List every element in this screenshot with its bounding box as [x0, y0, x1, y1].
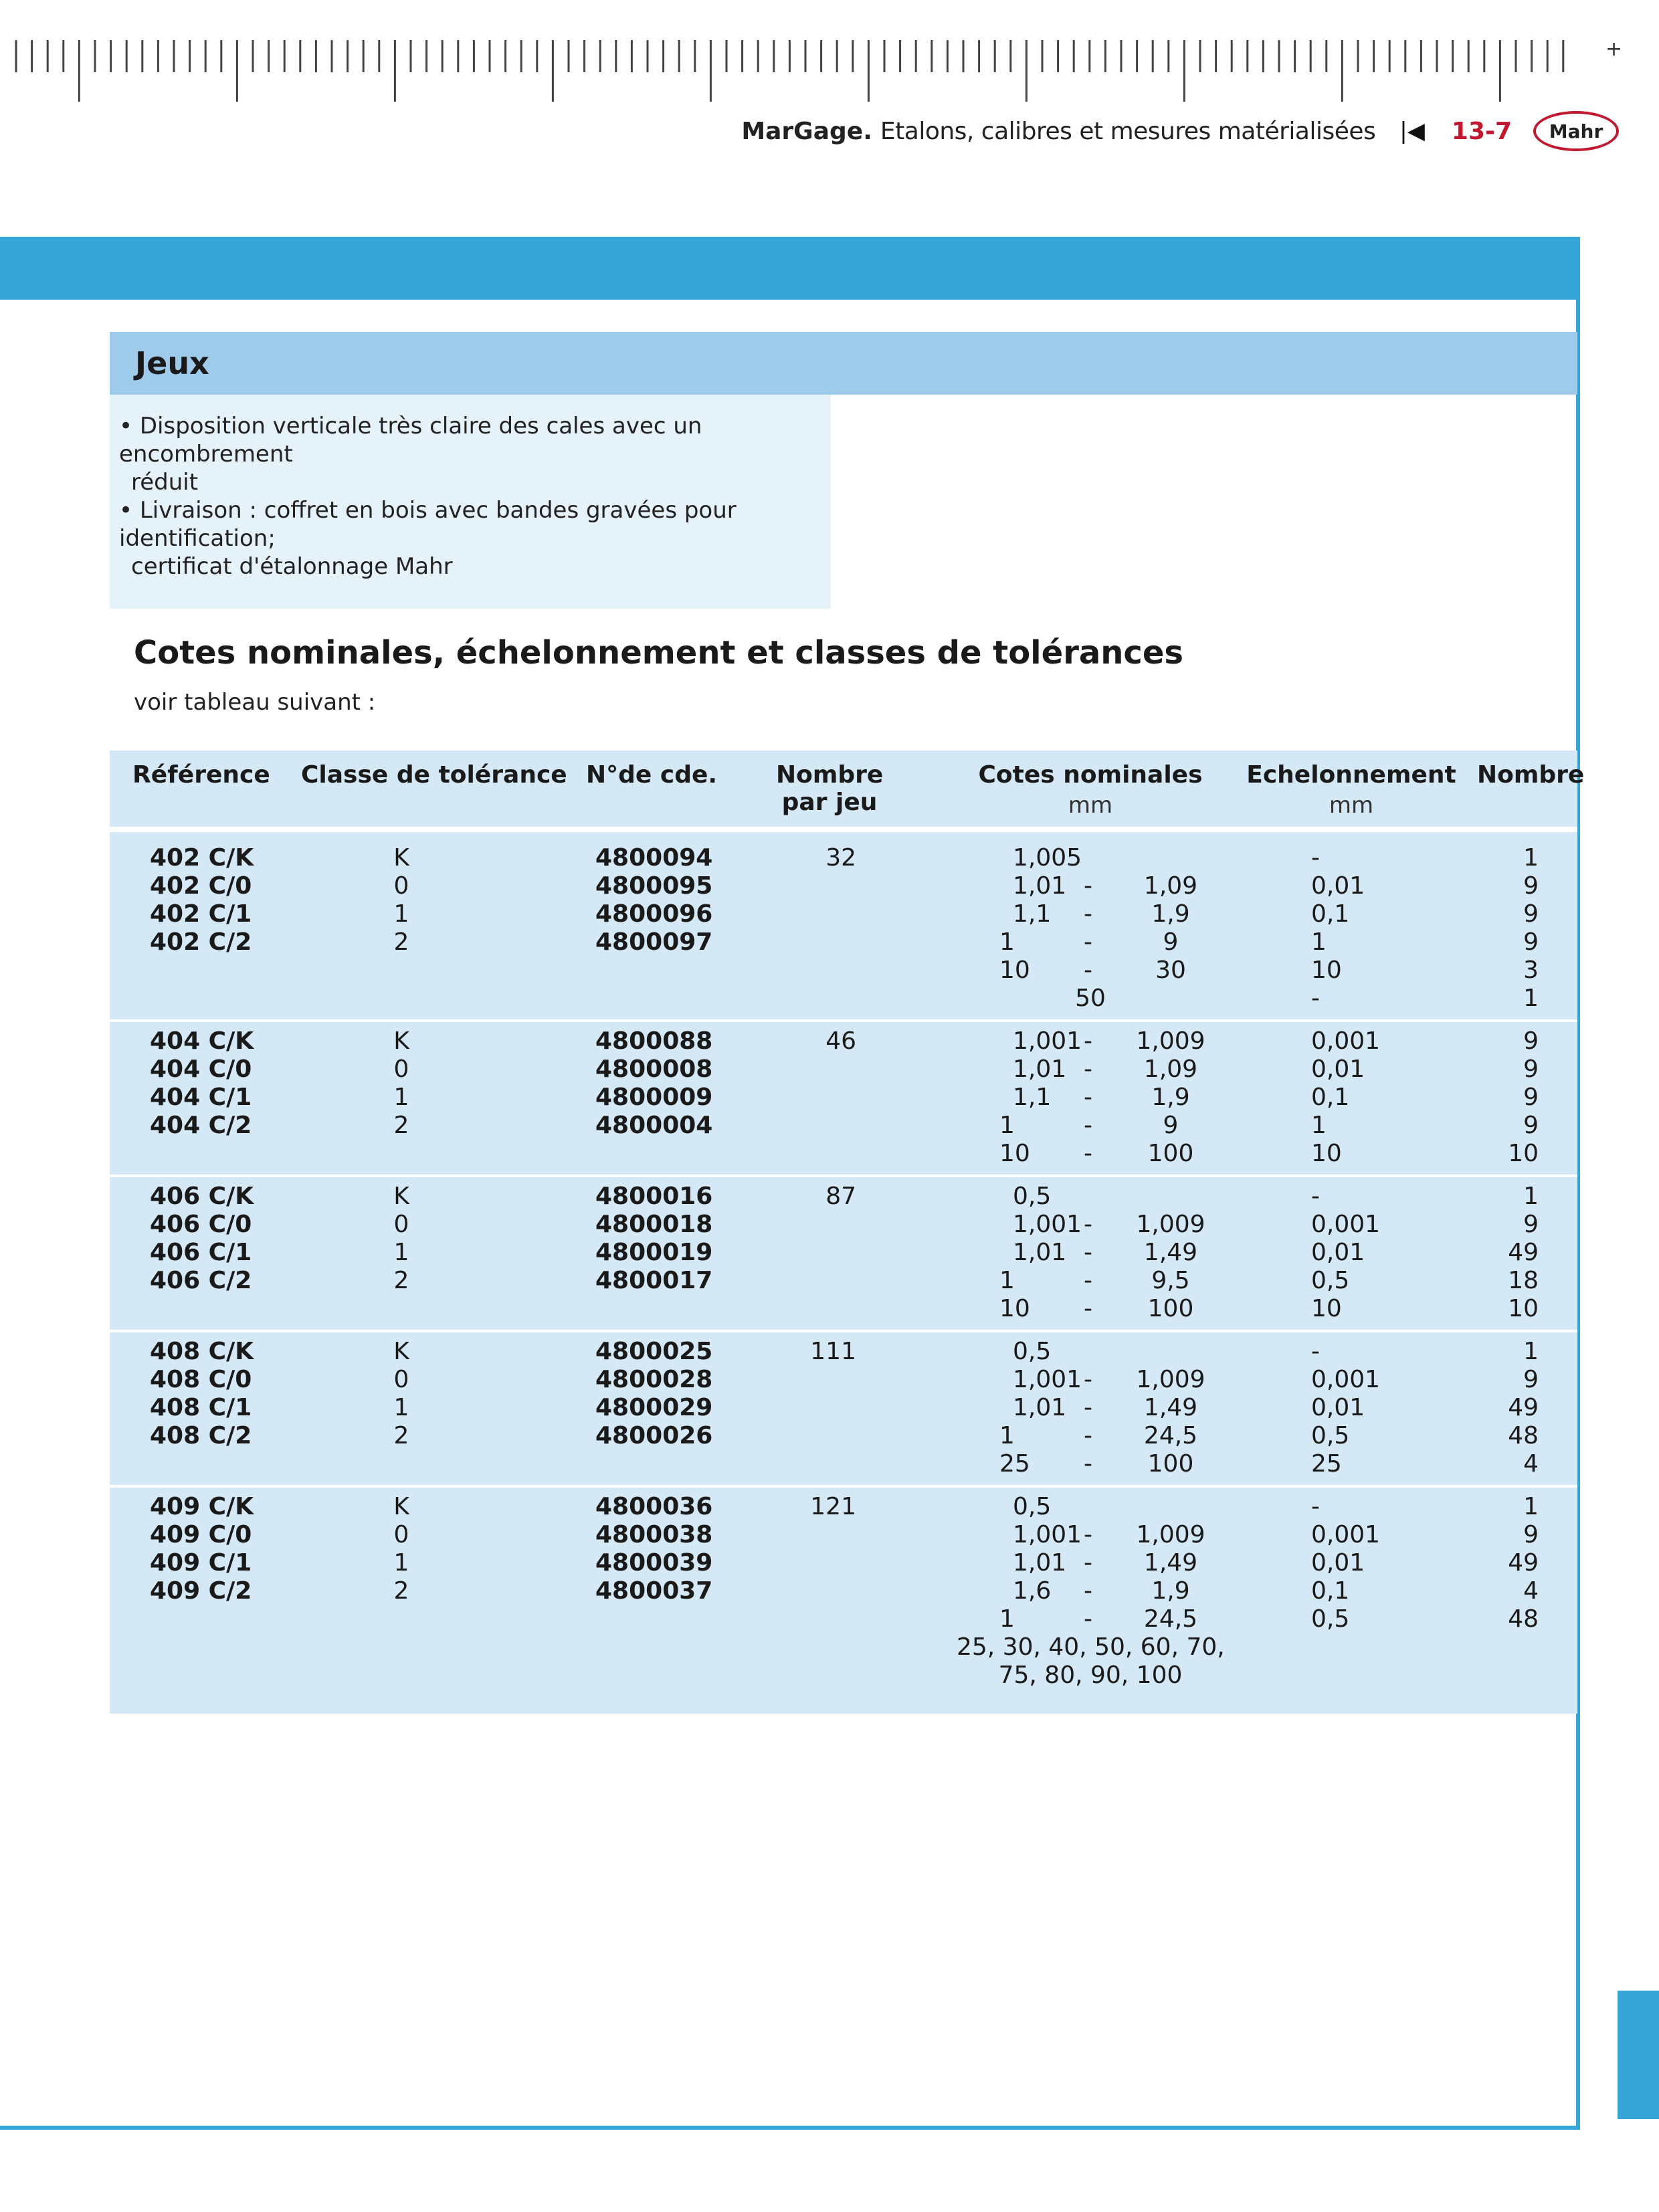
nominal-from-cell: 0,5 — [1013, 1493, 1052, 1520]
nominal-from-cell: 10 — [999, 1140, 1030, 1167]
order-number-cell: 4800016 — [595, 1183, 713, 1210]
reference-cell: 402 C/1 — [150, 900, 252, 928]
nominal-from-cell: 1,01 — [1013, 1549, 1067, 1577]
step-cell: 1 — [1311, 928, 1327, 956]
range-dash: - — [1084, 1521, 1092, 1548]
pieces-count-cell: 9 — [1523, 900, 1539, 928]
reference-cell: 402 C/2 — [150, 928, 252, 956]
chapter-side-tab — [1618, 1991, 1659, 2119]
classe-cell: K — [393, 1338, 409, 1365]
reference-cell: 406 C/0 — [150, 1211, 252, 1238]
step-cell: 0,5 — [1311, 1605, 1350, 1633]
pieces-count-cell: 9 — [1523, 1366, 1539, 1393]
reference-cell: 404 C/1 — [150, 1084, 252, 1111]
page-number: 13-7 — [1451, 117, 1512, 145]
pieces-count-cell: 9 — [1523, 1055, 1539, 1083]
step-cell: 0,001 — [1311, 1211, 1381, 1238]
ruler-decoration — [0, 0, 1579, 107]
classe-cell: 0 — [393, 1211, 409, 1238]
pieces-count-cell: 4 — [1523, 1450, 1539, 1478]
nominal-from-cell: 1 — [999, 928, 1015, 956]
group-separator — [110, 1175, 1577, 1177]
nominal-to-cell: 30 — [1155, 957, 1186, 984]
order-number-cell: 4800025 — [595, 1338, 713, 1365]
nominal-from-cell: 1 — [999, 1422, 1015, 1449]
nominal-from-cell: 1,001 — [1013, 1211, 1082, 1238]
order-number-cell: 4800096 — [595, 900, 713, 928]
pieces-count-cell: 9 — [1523, 1211, 1539, 1238]
nominal-from-cell: 1,001 — [1013, 1027, 1082, 1055]
count-per-set-cell: 32 — [825, 844, 856, 872]
nominal-from-cell: 1,1 — [1013, 900, 1052, 928]
step-cell: 25 — [1311, 1450, 1342, 1478]
order-number-cell: 4800008 — [595, 1055, 713, 1083]
step-cell: 0,01 — [1311, 1055, 1365, 1083]
step-cell: 10 — [1311, 1295, 1342, 1322]
step-cell: 10 — [1311, 1140, 1342, 1167]
nominal-to-cell: 1,49 — [1143, 1394, 1198, 1421]
classe-cell: 2 — [393, 1422, 409, 1449]
frame-bottom-border — [0, 2126, 1580, 2130]
nominal-to-cell: 1,009 — [1136, 1521, 1205, 1548]
nominal-from-cell: 1,01 — [1013, 1394, 1067, 1421]
classe-cell: 2 — [393, 1577, 409, 1605]
nominal-from-cell: 1,01 — [1013, 1239, 1067, 1266]
reference-cell: 408 C/0 — [150, 1366, 252, 1393]
nominal-from-cell: 1,01 — [1013, 872, 1067, 900]
reference-cell: 404 C/2 — [150, 1112, 252, 1139]
jeux-title: Jeux — [135, 345, 209, 381]
pieces-count-cell: 1 — [1523, 985, 1539, 1012]
col-header-classe: Classe de tolérance — [301, 761, 567, 789]
step-cell: - — [1311, 1493, 1320, 1520]
range-dash: - — [1084, 1055, 1092, 1083]
nominal-to-cell: 100 — [1147, 1450, 1194, 1478]
classe-cell: K — [393, 1183, 409, 1210]
pieces-count-cell: 1 — [1523, 1183, 1539, 1210]
nominal-extra-cell: 50 — [1075, 985, 1106, 1012]
reference-cell: 402 C/0 — [150, 872, 252, 900]
col-header-cotes: Cotes nominales — [978, 761, 1203, 789]
header-subtitle: Etalons, calibres et mesures matérialisées — [880, 117, 1376, 145]
col-header-ncde: N°de cde. — [586, 761, 718, 789]
reference-cell: 402 C/K — [150, 844, 254, 872]
nominal-from-cell: 1 — [999, 1112, 1015, 1139]
col-unit-echelonnement: mm — [1329, 792, 1374, 819]
nominal-to-cell: 1,49 — [1143, 1549, 1198, 1577]
pieces-count-cell: 48 — [1508, 1422, 1539, 1449]
nominal-to-cell: 100 — [1147, 1140, 1194, 1167]
step-cell: 0,5 — [1311, 1267, 1350, 1294]
pieces-count-cell: 18 — [1508, 1267, 1539, 1294]
pieces-count-cell: 49 — [1508, 1239, 1539, 1266]
pieces-count-cell: 4 — [1523, 1577, 1539, 1605]
pieces-count-cell: 9 — [1523, 928, 1539, 956]
order-number-cell: 4800037 — [595, 1577, 713, 1605]
order-number-cell: 4800039 — [595, 1549, 713, 1577]
nominal-from-cell: 1 — [999, 1267, 1015, 1294]
pieces-count-cell: 9 — [1523, 872, 1539, 900]
reference-cell: 409 C/K — [150, 1493, 254, 1520]
reference-cell: 406 C/1 — [150, 1239, 252, 1266]
order-number-cell: 4800019 — [595, 1239, 713, 1266]
order-number-cell: 4800017 — [595, 1267, 713, 1294]
order-number-cell: 4800088 — [595, 1027, 713, 1055]
pieces-count-cell: 1 — [1523, 844, 1539, 872]
pieces-count-cell: 9 — [1523, 1027, 1539, 1055]
step-cell: 0,01 — [1311, 1549, 1365, 1577]
reference-cell: 404 C/K — [150, 1027, 254, 1055]
step-cell: 0,001 — [1311, 1366, 1381, 1393]
top-color-bar — [0, 237, 1580, 300]
order-number-cell: 4800097 — [595, 928, 713, 956]
order-number-cell: 4800009 — [595, 1084, 713, 1111]
order-number-cell: 4800026 — [595, 1422, 713, 1449]
range-dash: - — [1084, 1112, 1092, 1139]
step-cell: 0,1 — [1311, 900, 1350, 928]
nominal-to-cell: 24,5 — [1143, 1422, 1198, 1449]
range-dash: - — [1084, 1084, 1092, 1111]
section-subtitle: voir tableau suivant : — [134, 689, 376, 716]
reference-cell: 406 C/K — [150, 1183, 254, 1210]
range-dash: - — [1084, 1366, 1092, 1393]
classe-cell: 2 — [393, 928, 409, 956]
crop-mark: + — [1605, 37, 1623, 61]
range-dash: - — [1084, 1394, 1092, 1421]
nominal-from-cell: 0,5 — [1013, 1183, 1052, 1210]
count-per-set-cell: 46 — [825, 1027, 856, 1055]
group-separator — [110, 1485, 1577, 1488]
step-cell: 10 — [1311, 957, 1342, 984]
pieces-count-cell: 10 — [1508, 1295, 1539, 1322]
order-number-cell: 4800095 — [595, 872, 713, 900]
range-dash: - — [1084, 1211, 1092, 1238]
nominal-to-cell: 1,49 — [1143, 1239, 1198, 1266]
nominal-to-cell: 9 — [1163, 1112, 1179, 1139]
range-dash: - — [1084, 928, 1092, 956]
step-cell: 1 — [1311, 1112, 1327, 1139]
nominal-to-cell: 1,009 — [1136, 1027, 1205, 1055]
nominal-from-cell: 1,001 — [1013, 1521, 1082, 1548]
classe-cell: 1 — [393, 1394, 409, 1421]
pieces-count-cell: 9 — [1523, 1112, 1539, 1139]
nominal-to-cell: 1,9 — [1151, 1084, 1190, 1111]
classe-cell: 0 — [393, 1055, 409, 1083]
step-cell: - — [1311, 1183, 1320, 1210]
classe-cell: 0 — [393, 872, 409, 900]
pieces-count-cell: 3 — [1523, 957, 1539, 984]
range-dash: - — [1084, 900, 1092, 928]
mahr-logo: Mahr — [1533, 111, 1619, 151]
step-cell: 0,1 — [1311, 1577, 1350, 1605]
nominal-from-cell: 10 — [999, 1295, 1030, 1322]
nominal-extra-cell: 75, 80, 90, 100 — [998, 1662, 1183, 1689]
classe-cell: 1 — [393, 900, 409, 928]
pieces-count-cell: 9 — [1523, 1084, 1539, 1111]
nominal-to-cell: 1,09 — [1143, 872, 1198, 900]
nominal-to-cell: 1,009 — [1136, 1211, 1205, 1238]
step-cell: 0,001 — [1311, 1027, 1381, 1055]
step-cell: - — [1311, 844, 1320, 872]
classe-cell: 2 — [393, 1267, 409, 1294]
nominal-from-cell: 1 — [999, 1605, 1015, 1633]
order-number-cell: 4800028 — [595, 1366, 713, 1393]
nominal-from-cell: 1,001 — [1013, 1366, 1082, 1393]
range-dash: - — [1084, 872, 1092, 900]
jeux-heading-bar — [110, 332, 1577, 395]
reference-cell: 408 C/2 — [150, 1422, 252, 1449]
classe-cell: 1 — [393, 1084, 409, 1111]
classe-cell: 2 — [393, 1112, 409, 1139]
classe-cell: K — [393, 1027, 409, 1055]
step-cell: 0,1 — [1311, 1084, 1350, 1111]
nominal-from-cell: 10 — [999, 957, 1030, 984]
pieces-count-cell: 48 — [1508, 1605, 1539, 1633]
count-per-set-cell: 111 — [810, 1338, 856, 1365]
reference-cell: 409 C/1 — [150, 1549, 252, 1577]
nominal-extra-cell: 25, 30, 40, 50, 60, 70, — [957, 1633, 1225, 1661]
classe-cell: 0 — [393, 1366, 409, 1393]
classe-cell: K — [393, 844, 409, 872]
group-separator — [110, 1330, 1577, 1332]
bullet-item: • Disposition verticale très claire des cales avec un encombrement réduit — [119, 413, 702, 496]
pieces-count-cell: 10 — [1508, 1140, 1539, 1167]
reference-cell: 409 C/2 — [150, 1577, 252, 1605]
range-dash: - — [1084, 1140, 1092, 1167]
order-number-cell: 4800018 — [595, 1211, 713, 1238]
reference-cell: 406 C/2 — [150, 1267, 252, 1294]
step-cell: 0,01 — [1311, 1394, 1365, 1421]
range-dash: - — [1084, 1577, 1092, 1605]
range-dash: - — [1084, 1422, 1092, 1449]
nominal-to-cell: 9,5 — [1151, 1267, 1190, 1294]
range-dash: - — [1084, 1605, 1092, 1633]
order-number-cell: 4800094 — [595, 844, 713, 872]
nominal-from-cell: 1,6 — [1013, 1577, 1052, 1605]
step-cell: 0,5 — [1311, 1422, 1350, 1449]
group-separator — [110, 1019, 1577, 1022]
range-dash: - — [1084, 1239, 1092, 1266]
col-header-reference: Référence — [132, 761, 270, 789]
jeux-bullet-box — [110, 395, 831, 609]
nominal-to-cell: 1,9 — [1151, 900, 1190, 928]
order-number-cell: 4800029 — [595, 1394, 713, 1421]
nominal-from-cell: 1,005 — [1013, 844, 1082, 872]
col-unit-cotes: mm — [1068, 792, 1113, 819]
classe-cell: 1 — [393, 1549, 409, 1577]
arrow-left-icon: |◀ — [1399, 118, 1425, 144]
nominal-from-cell: 1,01 — [1013, 1055, 1067, 1083]
section-title: Cotes nominales, échelonnement et classes de tolérances — [134, 634, 1183, 672]
range-dash: - — [1084, 1295, 1092, 1322]
nominal-from-cell: 25 — [999, 1450, 1030, 1478]
col-header-nombre: Nombre — [1477, 761, 1585, 789]
classe-cell: K — [393, 1493, 409, 1520]
brand-name: MarGage. — [741, 117, 872, 145]
count-per-set-cell: 87 — [825, 1183, 856, 1210]
step-cell: - — [1311, 985, 1320, 1012]
page-header — [741, 112, 1619, 150]
col-header-echelonnement: Echelonnement — [1246, 761, 1456, 789]
step-cell: 0,01 — [1311, 872, 1365, 900]
count-per-set-cell: 121 — [810, 1493, 856, 1520]
nominal-from-cell: 0,5 — [1013, 1338, 1052, 1365]
nominal-from-cell: 1,1 — [1013, 1084, 1052, 1111]
pieces-count-cell: 49 — [1508, 1549, 1539, 1577]
pieces-count-cell: 1 — [1523, 1338, 1539, 1365]
nominal-to-cell: 1,9 — [1151, 1577, 1190, 1605]
order-number-cell: 4800004 — [595, 1112, 713, 1139]
step-cell: - — [1311, 1338, 1320, 1365]
nominal-to-cell: 9 — [1163, 928, 1179, 956]
pieces-count-cell: 9 — [1523, 1521, 1539, 1548]
range-dash: - — [1084, 1549, 1092, 1577]
bullet-item: • Livraison : coffret en bois avec bandes gravées pour identification; certificat d'étalonnage Mahr — [119, 497, 737, 580]
col-header-nombre-jeu: Nombre par jeu — [776, 761, 884, 816]
range-dash: - — [1084, 1450, 1092, 1478]
reference-cell: 408 C/K — [150, 1338, 254, 1365]
classe-cell: 0 — [393, 1521, 409, 1548]
reference-cell: 404 C/0 — [150, 1055, 252, 1083]
order-number-cell: 4800036 — [595, 1493, 713, 1520]
classe-cell: 1 — [393, 1239, 409, 1266]
table-header-separator — [110, 827, 1577, 832]
range-dash: - — [1084, 1027, 1092, 1055]
range-dash: - — [1084, 1267, 1092, 1294]
nominal-to-cell: 1,009 — [1136, 1366, 1205, 1393]
nominal-to-cell: 24,5 — [1143, 1605, 1198, 1633]
pieces-count-cell: 1 — [1523, 1493, 1539, 1520]
reference-cell: 409 C/0 — [150, 1521, 252, 1548]
nominal-to-cell: 100 — [1147, 1295, 1194, 1322]
step-cell: 0,01 — [1311, 1239, 1365, 1266]
order-number-cell: 4800038 — [595, 1521, 713, 1548]
range-dash: - — [1084, 957, 1092, 984]
step-cell: 0,001 — [1311, 1521, 1381, 1548]
pieces-count-cell: 49 — [1508, 1394, 1539, 1421]
reference-cell: 408 C/1 — [150, 1394, 252, 1421]
nominal-to-cell: 1,09 — [1143, 1055, 1198, 1083]
